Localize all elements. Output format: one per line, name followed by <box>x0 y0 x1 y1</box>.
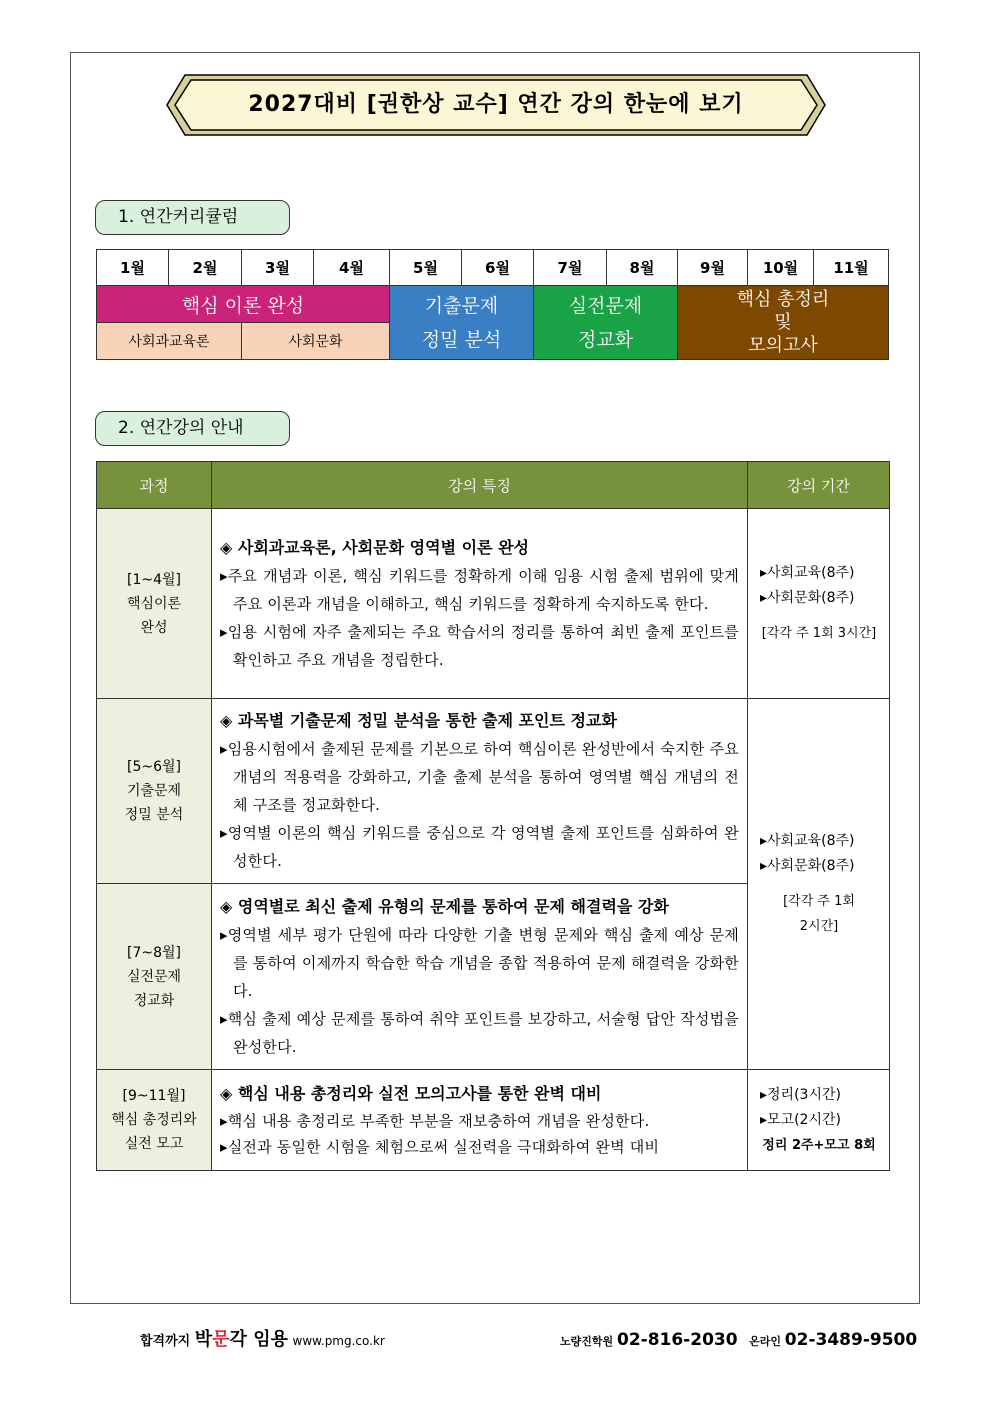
table-row <box>97 1070 890 1171</box>
feature-cell <box>212 509 748 699</box>
phase-label: 및 <box>774 312 792 333</box>
section-heading-curriculum: 1. 연간커리큘럼 <box>95 200 290 235</box>
month-cell: 4월 <box>314 250 390 286</box>
footer-logo <box>140 1326 385 1354</box>
feature-cell <box>212 1070 748 1171</box>
phase-label: 모의고사 <box>748 335 818 356</box>
stage-line: [1~4월] <box>127 571 181 588</box>
month-cell: 3월 <box>242 250 314 286</box>
brand-text: 각 <box>229 1329 247 1350</box>
header-features: 강의 특징 <box>212 462 748 509</box>
month-cell: 2월 <box>169 250 242 286</box>
phase-practice <box>534 286 678 360</box>
feature-heading: ◈ 영역별로 최신 출제 유형의 문제를 통하여 문제 해결력을 강화 <box>220 896 669 916</box>
month-cell: 1월 <box>97 250 169 286</box>
stage-line: 실전 모고 <box>124 1136 184 1152</box>
month-cell: 5월 <box>390 250 462 286</box>
feature-bullet: ▸영역별 세부 평가 단원에 따라 다양한 기출 변형 문제와 핵심 출제 예상 문제를 통하여 이제까지 학습한 학습 개념을 종합 적용하여 문제 해결력을 강화한다. <box>220 925 739 1000</box>
period-item: ▸모고(2시간) <box>760 1111 841 1128</box>
stage-line: 정밀 분석 <box>124 807 184 823</box>
feature-bullet: ▸주요 개념과 이론, 핵심 키워드를 정확하게 이해 임용 시험 출제 범위에 맞게 주요 이론과 개념을 이해하고, 핵심 키워드를 정확하게 숙지하도록 한다. <box>220 566 739 613</box>
period-item: ▸사회교육(8주) <box>760 565 855 581</box>
online-phone: 02-3489-9500 <box>784 1330 918 1350</box>
period-item: ▸사회교육(8주) <box>760 833 855 849</box>
brand-text: 임용 <box>253 1329 288 1350</box>
month-cell: 9월 <box>678 250 748 286</box>
stage-line: 완성 <box>140 619 168 636</box>
month-cell: 10월 <box>748 250 814 286</box>
stage-line: 기출문제 <box>126 783 182 799</box>
feature-cell <box>212 699 748 884</box>
period-item: ▸사회문화(8주) <box>760 858 855 874</box>
feature-cell <box>212 884 748 1070</box>
brand-text: 박 <box>194 1329 213 1350</box>
brand-logo <box>195 1329 288 1350</box>
subject-sociology: 사회문화 <box>242 323 390 360</box>
period-item: ▸정리(3시간) <box>760 1086 841 1103</box>
section-heading-guide: 2. 연간강의 안내 <box>95 411 290 446</box>
campus-phone: 02-816-2030 <box>616 1330 738 1350</box>
phase-label: 실전문제 <box>568 294 643 317</box>
period-item: ▸사회문화(8주) <box>760 590 855 606</box>
phase-label: 정교화 <box>577 328 634 351</box>
table-row <box>97 509 890 699</box>
footer-slogan: 합격까지 <box>140 1334 191 1349</box>
feature-bullet: ▸핵심 출제 예상 문제를 통하여 취약 포인트를 보강하고, 서술형 답안 작성법을 완성한다. <box>220 1009 739 1056</box>
stage-line: [7~8월] <box>127 944 181 961</box>
feature-bullet: ▸영역별 이론의 핵심 키워드를 중심으로 각 영역별 출제 포인트를 심화하여 완성한다. <box>220 824 739 870</box>
stage-line: [5~6월] <box>127 759 181 775</box>
month-cell: 11월 <box>814 250 889 286</box>
phase-label: 정밀 분석 <box>421 328 502 351</box>
online-label: 온라인 <box>749 1335 781 1348</box>
month-cell: 8월 <box>607 250 678 286</box>
stage-line: 실전문제 <box>126 968 182 985</box>
stage-line: 정교화 <box>133 992 175 1009</box>
feature-heading: ◈ 과목별 기출문제 정밀 분석을 통한 출제 포인트 정교화 <box>220 711 617 730</box>
table-row <box>97 699 890 884</box>
period-note: 정리 2주+모고 8회 <box>762 1137 876 1153</box>
period-cell <box>748 699 890 1070</box>
header-stage: 과정 <box>97 462 212 509</box>
phase-label: 핵심 총정리 <box>736 289 830 310</box>
period-note: [각각 주 1회 3시간] <box>761 626 877 641</box>
period-cell <box>748 1070 890 1171</box>
stage-cell <box>97 699 212 884</box>
feature-heading: ◈ 핵심 내용 총정리와 실전 모의고사를 통한 완벽 대비 <box>220 1084 602 1103</box>
period-note: [각각 주 1회 <box>783 894 855 909</box>
period-note: 2시간] <box>799 919 839 934</box>
phase-row <box>97 286 889 323</box>
feature-bullet: ▸핵심 내용 총정리로 부족한 부분을 재보충하여 개념을 완성한다. <box>220 1112 650 1130</box>
phase-core-theory: 핵심 이론 완성 <box>97 286 390 323</box>
feature-bullet: ▸임용시험에서 출제된 문제를 기본으로 하여 핵심이론 완성반에서 숙지한 주요 개념의 적용력을 강화하고, 기출 출제 분석을 통하여 영역별 핵심 개념의 전체 구조를 정교화한다. <box>220 740 739 814</box>
phase-label: 기출문제 <box>424 294 499 317</box>
curriculum-table <box>96 249 889 360</box>
stage-line: 핵심 총정리와 <box>111 1112 197 1128</box>
header-period: 강의 기간 <box>748 462 890 509</box>
period-cell <box>748 509 890 699</box>
page-title: 2027대비 [권한상 교수] 연간 강의 한눈에 보기 <box>248 92 744 117</box>
brand-text: 문 <box>212 1329 230 1350</box>
stage-cell <box>97 509 212 699</box>
footer-contact <box>560 1326 917 1354</box>
stage-cell <box>97 884 212 1070</box>
footer-url[interactable]: www.pmg.co.kr <box>292 1334 385 1348</box>
month-cell: 7월 <box>534 250 607 286</box>
stage-cell <box>97 1070 212 1171</box>
feature-bullet: ▸실전과 동일한 시험을 체험으로써 실전력을 극대화하여 완벽 대비 <box>220 1138 660 1156</box>
month-cell: 6월 <box>462 250 534 286</box>
month-row <box>97 250 889 286</box>
feature-bullet: ▸임용 시험에 자주 출제되는 주요 학습서의 정리를 통하여 최빈 출제 포인트를 확인하고 주요 개념을 정립한다. <box>220 622 739 669</box>
guide-header-row <box>97 462 890 509</box>
title-banner <box>165 73 827 137</box>
stage-line: [9~11월] <box>122 1088 186 1104</box>
phase-final-review <box>678 286 889 360</box>
phase-past-exam <box>390 286 534 360</box>
guide-table <box>96 461 890 1171</box>
stage-line: 핵심이론 <box>126 595 182 612</box>
subject-social-education: 사회과교육론 <box>97 323 242 360</box>
feature-heading: ◈ 사회과교육론, 사회문화 영역별 이론 완성 <box>220 537 529 557</box>
campus-label: 노량진학원 <box>560 1335 614 1348</box>
